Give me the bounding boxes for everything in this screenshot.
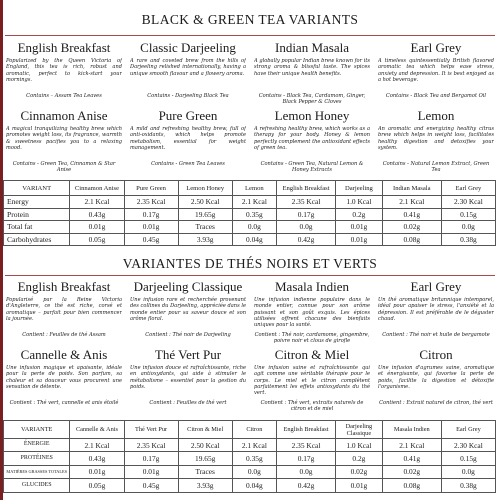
table-row xyxy=(4,208,496,221)
tea-description: Une infusion indienne populaire dans le monde entier, connue pour son arôme puissant et son goût exquis. Les épices utilisées offrent chacune des bienfaits uniques pour la santé. xyxy=(254,297,370,329)
french-nutrition-table xyxy=(3,420,496,493)
table-cell: 0.05g xyxy=(70,233,124,246)
table-cell: 0.45g xyxy=(124,233,178,246)
tea-contents: Contains – Assam Tea Leaves xyxy=(26,93,102,99)
tea-name: Earl Grey xyxy=(410,279,462,294)
table-cell: 19.65g xyxy=(178,208,232,221)
tea-item-citron xyxy=(378,347,494,412)
row-label: Total fat xyxy=(4,221,70,234)
table-header-cell: Masala Indien xyxy=(382,421,441,439)
tea-description: Une infusion rare et recherchée provenant des collines du Darjeeling, appréciée dans le monde entier pour sa saveur douce et son arôme floral. xyxy=(130,297,246,322)
table-cell: 0.0g xyxy=(232,221,276,234)
table-cell: 2.35 Kcal xyxy=(124,196,178,209)
table-cell: 0.15g xyxy=(441,208,495,221)
tea-description: Une infusion saine et rafraîchissante qui agit comme une véritable thérapie pour le corps. Le miel et le citron complètent parfaitement les effets antioxydants du thé vert. xyxy=(254,365,370,397)
tea-contents: Contient : Thé noir de Darjeeling xyxy=(145,332,231,338)
table-cell: 0.01g xyxy=(70,221,124,234)
tea-contents: Contient : Extrait naturel de citron, thé vert xyxy=(379,400,493,406)
table-cell: Traces xyxy=(178,465,232,478)
table-cell: 0.0g xyxy=(232,465,276,478)
tea-item-earl-grey-fr xyxy=(378,279,494,344)
table-row xyxy=(4,196,496,209)
french-tea-grid-row-1 xyxy=(6,279,494,344)
tea-contents: Contains - Green Tea Leaves xyxy=(151,161,225,167)
english-tea-grid-row-2 xyxy=(6,108,494,173)
tea-contents: Contains - Green Tea, Natural Lemon & Honey Extracts xyxy=(260,161,364,174)
table-cell: 0.01g xyxy=(70,465,124,478)
tea-name: Thé Vert Pur xyxy=(154,347,222,362)
table-cell: 0.01g xyxy=(336,479,383,492)
table-header-cell: Darjeeling Classique xyxy=(336,421,383,439)
tea-description: Popularized by the Queen Victoria of England, this tea is rich, robust and aromatic, perfect to kick-start your mornings. xyxy=(6,58,122,83)
table-cell: 2.35 Kcal xyxy=(277,196,336,209)
tea-contents: Contains - Black Tea and Bergamot Oil xyxy=(385,93,487,99)
tea-name: Lemon Honey xyxy=(274,108,350,123)
table-cell: 0.08g xyxy=(382,233,441,246)
table-cell: 0.04g xyxy=(232,233,276,246)
table-cell: 0.04g xyxy=(232,479,276,492)
table-header-cell: English Breakfast xyxy=(277,181,336,196)
table-row xyxy=(4,221,496,234)
tea-item-cannelle-anis xyxy=(6,347,122,412)
table-cell: 0.17g xyxy=(277,208,336,221)
table-row xyxy=(4,233,496,246)
tea-item-english-breakfast xyxy=(6,40,122,105)
tea-name: Cinnamon Anise xyxy=(20,108,108,123)
table-header-cell: Darjeeling xyxy=(336,181,383,196)
tea-item-lemon xyxy=(378,108,494,173)
table-cell: 0.41g xyxy=(382,208,441,221)
tea-name: Earl Grey xyxy=(410,40,462,55)
table-header-cell: Lemon Honey xyxy=(178,181,232,196)
tea-contents: Contains - Darjeeling Black Tea xyxy=(147,93,229,99)
table-cell: 2.1 Kcal xyxy=(70,196,124,209)
tea-name: Masala Indien xyxy=(274,279,349,294)
row-label: Protein xyxy=(4,208,70,221)
tea-name: Darjeeling Classique xyxy=(133,279,243,294)
table-header-cell: Citron xyxy=(232,421,276,439)
table-cell: 0.38g xyxy=(441,233,495,246)
row-label: PROTÉINES xyxy=(4,452,70,465)
table-header-cell: Citron & Miel xyxy=(178,421,232,439)
table-cell: 0.0g xyxy=(277,465,336,478)
table-header-cell: Thé Vert Pur xyxy=(124,421,178,439)
tea-contents: Contient : Thé vert, extraits naturels de citron et de miel xyxy=(260,400,364,413)
table-header-cell: Pure Green xyxy=(124,181,178,196)
tea-name: Pure Green xyxy=(158,108,218,123)
table-cell: 0.38g xyxy=(441,479,495,492)
table-cell: 0.35g xyxy=(232,208,276,221)
table-cell: 1.0 Kcal xyxy=(336,196,383,209)
table-cell: 2.1 Kcal xyxy=(70,439,124,452)
english-section-title: BLACK & GREEN TEA VARIANTS xyxy=(141,12,359,27)
tea-item-earl-grey xyxy=(378,40,494,105)
table-cell: 0.01g xyxy=(124,221,178,234)
table-header-cell: Earl Grey xyxy=(441,421,495,439)
table-cell: 0.41g xyxy=(382,452,441,465)
tea-item-pure-green xyxy=(130,108,246,173)
tea-description: A magical tranquilizing healthy brew which promotes weight loss, its fragrance, warmth & sweetness pacifies you to a relaxing mood. xyxy=(6,126,122,151)
table-cell: Traces xyxy=(178,221,232,234)
table-cell: 0.45g xyxy=(124,479,178,492)
english-tea-grid-row-1 xyxy=(6,40,494,105)
tea-description: A mild and refreshing healthy brew, full of anti-oxidants, which helps promote metabolism, essential for weight management. xyxy=(130,126,246,151)
row-label: GLUCIDES xyxy=(4,479,70,492)
tea-description: A rare and coveted brew from the hills of Darjeeling relished internationally, having a unique smooth flavour and a flowery aroma. xyxy=(130,58,246,77)
tea-description: Une infusion d'agrumes saine, aromatique et énergisante, qui favorise la perte de poids, facilite la digestion et détoxifie l'organisme. xyxy=(378,365,494,390)
table-cell: 0.01g xyxy=(336,221,383,234)
tea-item-classic-darjeeling xyxy=(130,40,246,105)
table-cell: 0.01g xyxy=(336,233,383,246)
tea-contents: Contient : Feuilles de thé Assam xyxy=(22,332,106,338)
table-cell: 2.1 Kcal xyxy=(382,196,441,209)
table-cell: 3.93g xyxy=(178,233,232,246)
table-row xyxy=(4,465,496,478)
table-header-cell: Cannelle & Anis xyxy=(70,421,124,439)
tea-contents: Contient : Thé vert, cannelle et anis étoilé xyxy=(9,400,119,406)
table-cell: 0.17g xyxy=(124,208,178,221)
tea-item-citron-miel xyxy=(254,347,370,412)
table-cell: 2.30 Kcal xyxy=(441,439,495,452)
row-label: Carbohydrates xyxy=(4,233,70,246)
table-cell: 0.0g xyxy=(441,221,495,234)
table-cell: 3.93g xyxy=(178,479,232,492)
table-cell: 2.50 Kcal xyxy=(178,196,232,209)
title-divider xyxy=(5,275,495,276)
table-cell: 2.1 Kcal xyxy=(232,196,276,209)
tea-item-english-breakfast-fr xyxy=(6,279,122,344)
table-cell: 2.35 Kcal xyxy=(277,439,336,452)
table-header-row xyxy=(4,421,496,439)
table-header-cell: Lemon xyxy=(232,181,276,196)
tea-contents: Contient : Thé noir, cardamome, gingembre, poivre noir et clous de girofle xyxy=(254,332,370,345)
table-cell: 0.15g xyxy=(441,452,495,465)
row-label: MATIÈRES GRASSES TOTALES xyxy=(4,465,70,478)
table-cell: 2.1 Kcal xyxy=(382,439,441,452)
table-cell: 0.35g xyxy=(232,452,276,465)
table-cell: 0.43g xyxy=(70,452,124,465)
tea-contents: Contient : Thé noir et huile de bergamote xyxy=(382,332,490,338)
tea-description: Popularisé par la Reine Victoria d'Angleterre, ce thé est riche, corsé et aromatique – parfait pour bien commencer la journée. xyxy=(6,297,122,322)
table-header-cell: VARIANT xyxy=(4,181,70,196)
tea-item-cinnamon-anise xyxy=(6,108,122,173)
tea-name: Cannelle & Anis xyxy=(20,347,108,362)
table-cell: 0.2g xyxy=(336,208,383,221)
table-cell: 0.2g xyxy=(336,452,383,465)
table-cell: 0.08g xyxy=(382,479,441,492)
table-cell: 0.17g xyxy=(124,452,178,465)
tea-name: Citron & Miel xyxy=(274,347,350,362)
tea-name: Indian Masala xyxy=(274,40,349,55)
table-cell: 0.0g xyxy=(441,465,495,478)
tea-item-indian-masala xyxy=(254,40,370,105)
table-cell: 2.50 Kcal xyxy=(178,439,232,452)
tea-name: Classic Darjeeling xyxy=(140,40,236,55)
table-cell: 0.02g xyxy=(336,465,383,478)
tea-item-the-vert-pur xyxy=(130,347,246,412)
table-row xyxy=(4,439,496,452)
table-header-cell: Earl Grey xyxy=(441,181,495,196)
tea-contents: Contient : Feuilles de thé vert xyxy=(149,400,227,406)
table-header-cell: VARIANTE xyxy=(4,421,70,439)
tea-description: Une infusion magique et apaisante, idéale pour la perte de poids. Son parfum, sa chaleur et sa douceur vous procurent une sensation de détente. xyxy=(6,365,122,390)
table-header-row xyxy=(4,181,496,196)
table-cell: 2.1 Kcal xyxy=(232,439,276,452)
tea-contents: Contains - Green Tea, Cinnamon & Star Anise xyxy=(12,161,116,174)
french-tea-grid-row-2 xyxy=(6,347,494,412)
row-label: ÉNERGIE xyxy=(4,439,70,452)
table-cell: 0.42g xyxy=(277,479,336,492)
table-row xyxy=(4,479,496,492)
tea-name: English Breakfast xyxy=(17,40,111,55)
table-cell: 0.0g xyxy=(277,221,336,234)
table-cell: 0.43g xyxy=(70,208,124,221)
tea-item-lemon-honey xyxy=(254,108,370,173)
tea-description: Un thé aromatique britannique intemporel, idéal pour apaiser le stress, l'anxiété et la dépression. Il est préférable de le déguster chaud. xyxy=(378,297,494,322)
table-cell: 0.05g xyxy=(70,479,124,492)
tea-contents: Contains - Natural Lemon Extract, Green Tea xyxy=(382,161,490,174)
table-cell: 0.17g xyxy=(277,452,336,465)
table-cell: 1.0 Kcal xyxy=(336,439,383,452)
tea-description: A timeless quintessentially British flavored aromatic tea which helps ease stress, anxiety and depression. It is best enjoyed as a hot beverage. xyxy=(378,58,494,83)
title-divider xyxy=(5,35,495,36)
tea-name: English Breakfast xyxy=(17,279,111,294)
row-label: Energy xyxy=(4,196,70,209)
tea-description: An aromatic and energizing healthy citrus brew which helps in weight loss, facilitates healthy digestion and detoxifies your system. xyxy=(378,126,494,151)
table-cell: 2.30 Kcal xyxy=(441,196,495,209)
english-nutrition-table xyxy=(3,180,496,246)
table-header-cell: English Breakfast xyxy=(277,421,336,439)
tea-contents: Contains - Black Tea, Cardamom, Ginger, Black Pepper & Cloves xyxy=(258,93,366,106)
table-cell: 2.35 Kcal xyxy=(124,439,178,452)
tea-item-darjeeling-classique xyxy=(130,279,246,344)
table-row xyxy=(4,452,496,465)
tea-description: A globally popular Indian brew known for its strong aroma & blissful taste. The spices have their unique health benefits. xyxy=(254,58,370,77)
tea-name: Lemon xyxy=(417,108,455,123)
tea-name: Citron xyxy=(419,347,453,362)
table-cell: 0.01g xyxy=(124,465,178,478)
table-header-cell: Indian Masala xyxy=(382,181,441,196)
tea-item-masala-indien xyxy=(254,279,370,344)
table-cell: 0.42g xyxy=(277,233,336,246)
table-cell: 19.65g xyxy=(178,452,232,465)
tea-description: Une infusion douce et rafraîchissante, riche en antioxydants, qui aide à stimuler le métabolisme – essentiel pour la gestion du poids. xyxy=(130,365,246,390)
table-cell: 0.02g xyxy=(382,465,441,478)
table-header-cell: Cinnamon Anise xyxy=(70,181,124,196)
table-cell: 0.02g xyxy=(382,221,441,234)
french-section-title: VARIANTES DE THÉS NOIRS ET VERTS xyxy=(122,256,378,271)
tea-description: A refreshing healthy brew, which works as a therapy for your body. Honey & lemon perfectly complement the antioxidant effects of green tea. xyxy=(254,126,370,151)
